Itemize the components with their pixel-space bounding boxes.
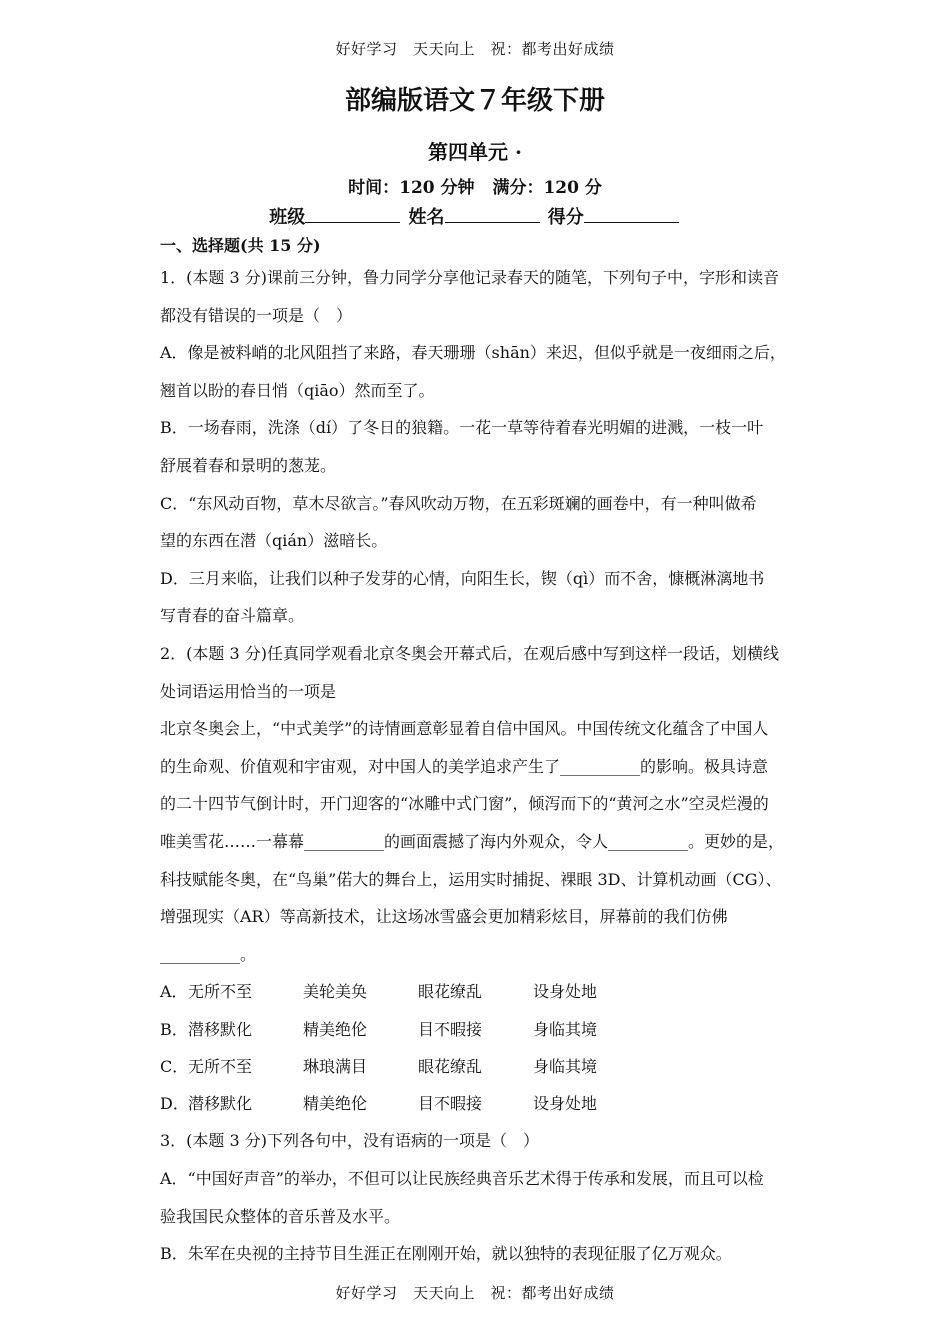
q3-option-b: B．朱军在央视的主持节目生涯正在刚刚开始，就以独特的表现征服了亿万观众。 — [160, 1244, 732, 1264]
option-label: C． — [160, 1056, 189, 1076]
time-limit: 时间：120 分钟 — [348, 178, 475, 198]
option-word: 无所不至 — [188, 1056, 253, 1076]
q2-passage-line: 唯美雪花……一幕幕__________的画面震撼了海内外观众，令人__________。更妙的是， — [160, 831, 785, 851]
q1-line: 翘首以盼的春日悄（qiāo）然而至了。 — [160, 380, 435, 400]
option-word: 美轮美奂 — [303, 982, 368, 1002]
page-header: 好好学习 天天向上 祝：都考出好成绩 — [335, 40, 615, 58]
option-word: 目不暇接 — [418, 1094, 483, 1114]
option-word: 琳琅满目 — [303, 1056, 368, 1076]
option-word: 无所不至 — [188, 982, 253, 1002]
page-footer: 好好学习 天天向上 祝：都考出好成绩 — [335, 1284, 615, 1302]
q2-passage-line: 增强现实（AR）等高新技术，让这场冰雪盛会更加精彩炫目，屏幕前的我们仿佛 — [160, 907, 728, 927]
name-label: 姓名 — [408, 207, 445, 228]
q2-passage-line: 的生命观、价值观和宇宙观，对中国人的美学追求产生了__________的影响。极具诗意 — [160, 756, 769, 776]
class-blank[interactable] — [305, 204, 400, 223]
option-word: 眼花缭乱 — [418, 982, 483, 1002]
q2-passage-line: 北京冬奥会上，“中式美学”的诗情画意彰显着自信中国风。中国传统文化蕴含了中国人 — [160, 719, 769, 739]
exam-meta — [0, 173, 950, 198]
question-1 — [160, 259, 800, 635]
q2-passage-line: __________。 — [160, 944, 257, 964]
q2-line: 处词语运用恰当的一项是 — [160, 681, 337, 701]
class-label: 班级 — [269, 207, 306, 228]
q1-option-d: D．三月来临，让我们以种子发芽的心情，向阳生长，锲（qì）而不舍，慷概淋漓地书 — [160, 568, 765, 588]
q2-option-c — [160, 1048, 800, 1085]
doc-title: 部编版语文７年级下册 — [344, 86, 605, 116]
q3-line: 验我国民众整体的音乐普及水平。 — [160, 1206, 401, 1226]
exam-body — [160, 233, 800, 1273]
question-3 — [160, 1122, 800, 1272]
option-word: 身临其境 — [533, 1019, 598, 1039]
option-word: 潜移默化 — [188, 1094, 253, 1114]
student-info — [0, 203, 950, 229]
option-label: B． — [160, 1019, 188, 1039]
option-word: 精美绝伦 — [303, 1094, 368, 1114]
q3-line: 3．(本题 3 分)下列各句中，没有语病的一项是（ ） — [160, 1131, 540, 1151]
section-heading: 一、选择题(共 15 分) — [160, 236, 321, 255]
score-blank[interactable] — [584, 204, 679, 223]
q1-option-c: C．“东风动百物，草木尽欲言。”春风吹动万物，在五彩斑斓的画卷中，有一种叫做希 — [160, 493, 757, 513]
name-blank[interactable] — [445, 204, 540, 223]
score-label: 得分 — [547, 207, 584, 228]
option-word: 身临其境 — [533, 1056, 598, 1076]
q1-option-a: A．像是被料峭的北风阻挡了来路，春天珊珊（shān）来迟，但似乎就是一夜细雨之后， — [160, 343, 786, 363]
q2-passage-line: 科技赋能冬奥，在“鸟巢”偌大的舞台上，运用实时捕捉、裸眼 3D、计算机动画（CG）、 — [160, 869, 782, 889]
question-2 — [160, 635, 800, 1123]
q2-option-b — [160, 1011, 800, 1048]
q2-option-a — [160, 973, 800, 1010]
q1-line: 都没有错误的一项是（ ） — [160, 305, 353, 325]
option-word: 设身处地 — [533, 1094, 598, 1114]
q1-line: 1．(本题 3 分)课前三分钟，鲁力同学分享他记录春天的随笔，下列句子中，字形和读音 — [160, 268, 780, 287]
q1-line: 舒展着春和景明的葱茏。 — [160, 455, 337, 475]
q2-passage-line: 的二十四节气倒计时，开门迎客的“冰雕中式门窗”，倾泻而下的“黄河之水”空灵烂漫的 — [160, 794, 769, 814]
q3-option-a: A．“中国好声音”的举办，不但可以让民族经典音乐艺术得于传承和发展，而且可以检 — [160, 1169, 764, 1189]
option-word: 精美绝伦 — [303, 1019, 368, 1039]
full-score: 满分：120 分 — [492, 178, 602, 198]
q2-line: 2．(本题 3 分)任真同学观看北京冬奥会开幕式后，在观后感中写到这样一段话，划横线 — [160, 643, 780, 663]
option-word: 目不暇接 — [418, 1019, 483, 1039]
option-label: A． — [160, 982, 188, 1002]
q1-line: 写青春的奋斗篇章。 — [160, 606, 305, 626]
unit-title: 第四单元 · — [428, 140, 522, 164]
option-word: 设身处地 — [533, 982, 598, 1002]
option-label: D． — [160, 1094, 189, 1114]
q1-option-b: B．一场春雨，洗涤（dí）了冬日的狼籍。一花一草等待着春光明媚的进溅，一枝一叶 — [160, 418, 764, 438]
option-word: 潜移默化 — [188, 1019, 253, 1039]
q1-line: 望的东西在潜（qián）滋暗长。 — [160, 531, 388, 551]
option-word: 眼花缭乱 — [418, 1056, 483, 1076]
q2-option-d — [160, 1085, 800, 1122]
